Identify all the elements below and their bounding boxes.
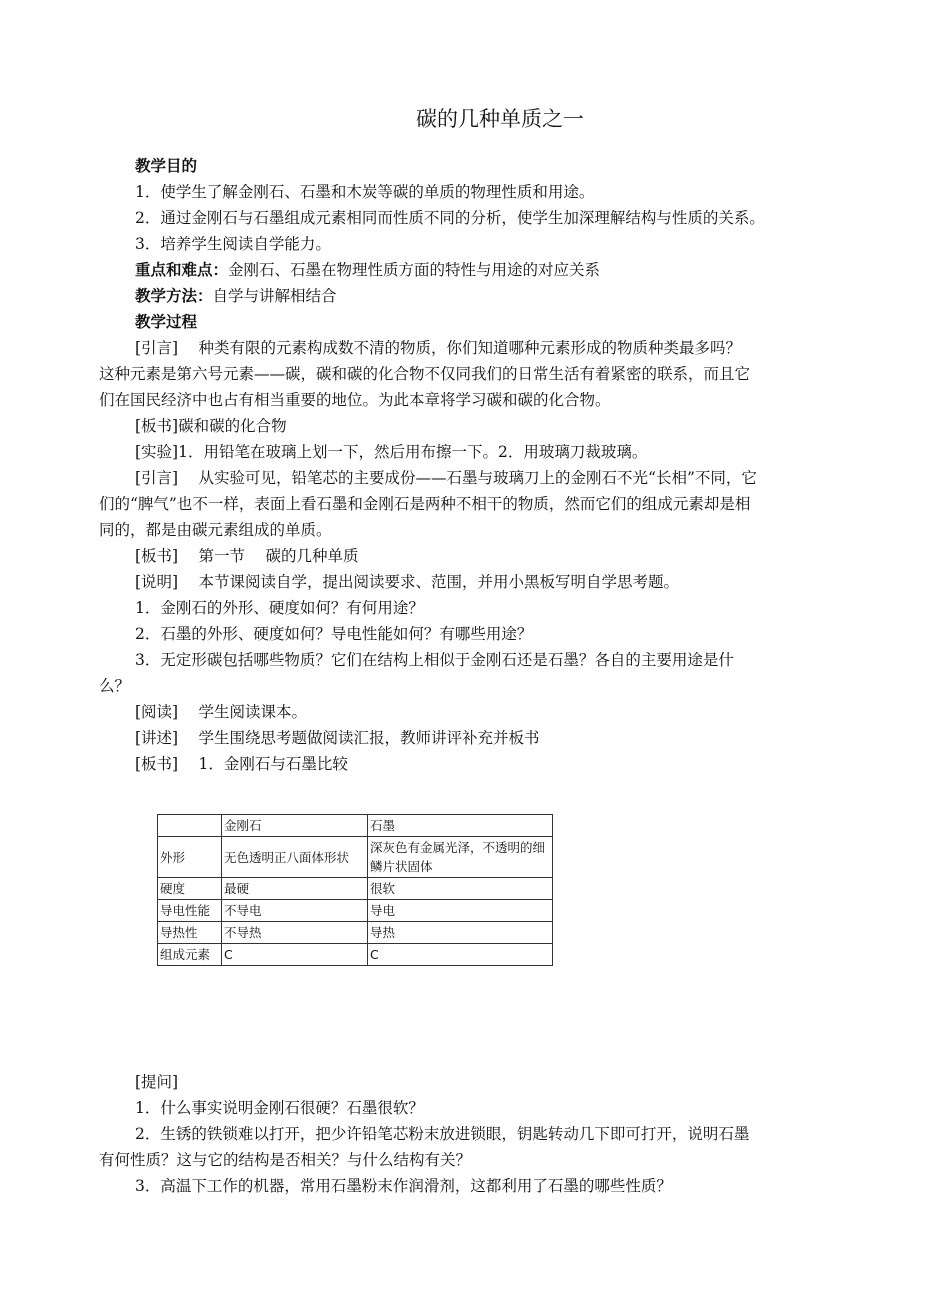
text-line	[99, 1150, 471, 1170]
text-line	[135, 182, 594, 202]
table-header-row	[158, 815, 553, 837]
line-text: 1．金刚石的外形、硬度如何？有何用途？	[135, 599, 424, 617]
table-cell: 无色透明正八面体形状	[222, 837, 368, 878]
bold-label: 教学过程	[135, 313, 198, 331]
line-text: [提问]	[135, 1073, 179, 1091]
text-line	[135, 598, 424, 618]
table-cell: 不导热	[222, 922, 368, 944]
table-header-cell: 金刚石	[222, 815, 368, 837]
text-line	[99, 390, 611, 410]
text-line	[135, 442, 647, 462]
text-line	[135, 650, 734, 670]
text-line	[135, 260, 600, 280]
bold-label: 重点和难点：	[135, 261, 229, 279]
line-text: [阅读] 学生阅读课本。	[135, 703, 308, 721]
line-text: 2．通过金刚石与石墨组成元素相同而性质不同的分析，使学生加深理解结构与性质的关系。	[135, 209, 765, 227]
table-row	[158, 900, 553, 922]
line-text: [板书] 1．金刚石与石墨比较	[135, 755, 348, 773]
text-line	[135, 1072, 178, 1092]
line-text: [说明] 本节课阅读自学，提出阅读要求、范围，并用小黑板写明自学思考题。	[135, 573, 680, 591]
text-line	[135, 624, 532, 644]
table-header-cell: 石墨	[368, 815, 553, 837]
table-cell: 导电性能	[158, 900, 222, 922]
line-text: 1．什么事实说明金刚石很硬？石墨很软？	[135, 1099, 424, 1117]
line-text: 同的，都是由碳元素组成的单质。	[99, 521, 332, 539]
line-text: 1．使学生了解金刚石、石墨和木炭等碳的单质的物理性质和用途。	[135, 183, 595, 201]
line-text: 有何性质？这与它的结构是否相关？与什么结构有关？	[99, 1151, 472, 1169]
table-cell: 深灰色有金属光泽，不透明的细鳞片状固体	[368, 837, 553, 878]
line-text: 这种元素是第六号元素——碳，碳和碳的化合物不仅同我们的日常生活有着紧密的联系，而且它	[99, 365, 751, 383]
line-text: [板书]碳和碳的化合物	[135, 417, 287, 435]
text-line	[135, 546, 358, 566]
bold-label: 教学目的	[135, 157, 198, 175]
line-text: 们的“脾气”也不一样，表面上看石墨和金刚石是两种不相干的物质，然而它们的组成元素却是相	[99, 495, 751, 513]
text-line	[135, 1176, 672, 1196]
table-row	[158, 944, 553, 966]
text-line	[135, 1124, 749, 1144]
line-text: 金刚石、石墨在物理性质方面的特性与用途的对应关系	[228, 261, 601, 279]
table-cell: 不导电	[222, 900, 368, 922]
text-line	[135, 416, 287, 436]
text-line	[135, 234, 331, 254]
text-line	[135, 572, 679, 592]
comparison-table	[157, 814, 553, 966]
line-text: 3．高温下工作的机器，常用石墨粉末作润滑剂，这都利用了石墨的哪些性质？	[135, 1177, 672, 1195]
table-cell: C	[222, 944, 368, 966]
table-cell: C	[368, 944, 553, 966]
table-header-cell	[158, 815, 222, 837]
text-line	[135, 286, 337, 306]
line-text: 么？	[99, 677, 131, 695]
table-cell: 很软	[368, 878, 553, 900]
line-text: 3．培养学生阅读自学能力。	[135, 235, 331, 253]
line-text: 2．石墨的外形、硬度如何？导电性能如何？有哪些用途？	[135, 625, 533, 643]
line-text: 2．生锈的铁锁难以打开，把少许铅笔芯粉末放进锁眼，钥匙转动几下即可打开，说明石墨	[135, 1125, 750, 1143]
text-line	[135, 728, 540, 748]
line-text: [引言] 种类有限的元素构成数不清的物质，你们知道哪种元素形成的物质种类最多吗？	[135, 339, 742, 357]
table-cell: 硬度	[158, 878, 222, 900]
text-line	[135, 468, 757, 488]
text-line	[99, 494, 750, 514]
table-cell: 最硬	[222, 878, 368, 900]
text-line	[135, 156, 197, 176]
line-text: [引言] 从实验可见，铅笔芯的主要成份——石墨与玻璃刀上的金刚石不光“长相”不同，它	[135, 469, 757, 487]
text-line	[99, 364, 750, 384]
table-cell: 导热性	[158, 922, 222, 944]
line-text: 自学与讲解相结合	[212, 287, 337, 305]
table-cell: 组成元素	[158, 944, 222, 966]
line-text: 们在国民经济中也占有相当重要的地位。为此本章将学习碳和碳的化合物。	[99, 391, 611, 409]
text-line	[135, 702, 307, 722]
table-row	[158, 878, 553, 900]
line-text: [讲述] 学生围绕思考题做阅读汇报，教师讲评补充并板书	[135, 729, 540, 747]
table-cell: 导电	[368, 900, 553, 922]
line-text: [板书] 第一节 碳的几种单质	[135, 547, 359, 565]
table-row	[158, 922, 553, 944]
text-line	[135, 338, 741, 358]
text-line	[135, 754, 348, 774]
text-line	[99, 676, 130, 696]
line-text: [实验]1．用铅笔在玻璃上划一下，然后用布擦一下。2．用玻璃刀裁玻璃。	[135, 443, 648, 461]
page-title: 碳的几种单质之一	[416, 107, 584, 131]
bold-label: 教学方法：	[135, 287, 213, 305]
line-text: 3．无定形碳包括哪些物质？它们在结构上相似于金刚石还是石墨？各自的主要用途是什	[135, 651, 734, 669]
table-cell: 导热	[368, 922, 553, 944]
table-row	[158, 837, 553, 878]
text-line	[99, 520, 332, 540]
text-line	[135, 312, 197, 332]
text-line	[135, 1098, 424, 1118]
text-line	[135, 208, 765, 228]
table-cell: 外形	[158, 837, 222, 878]
